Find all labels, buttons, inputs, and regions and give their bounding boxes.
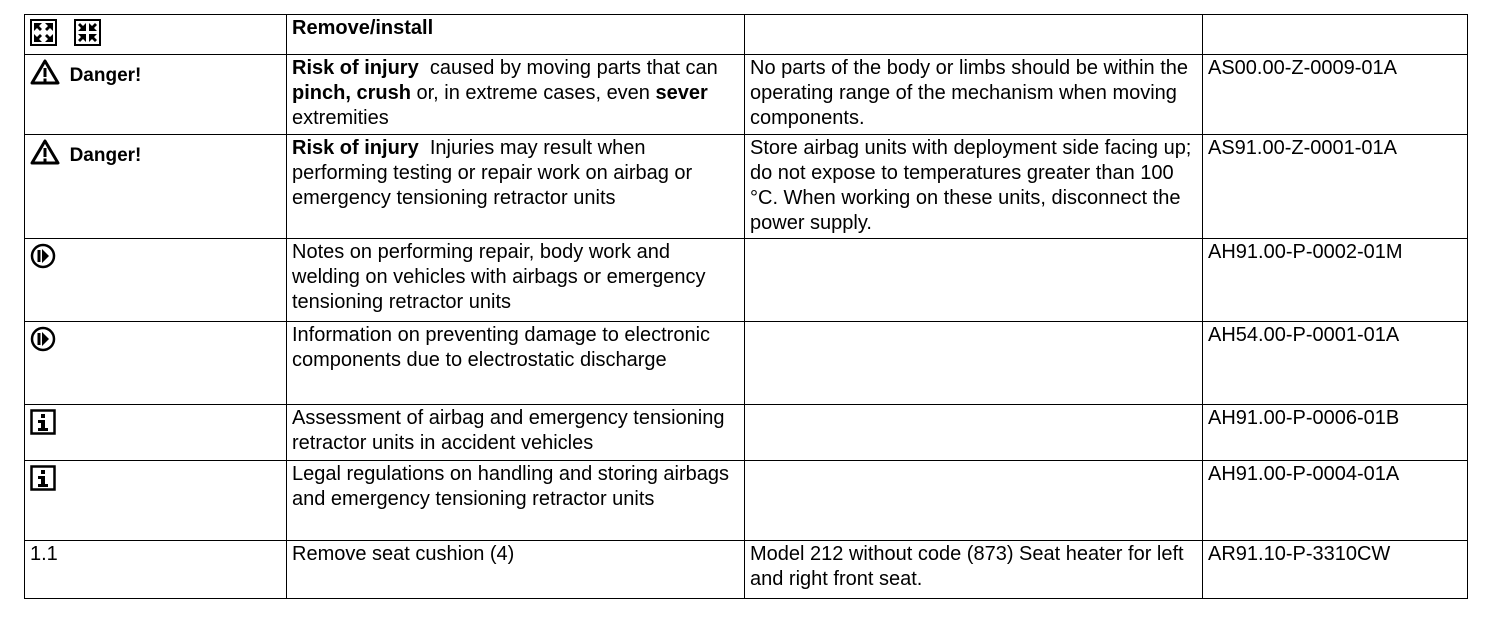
header-title-cell (287, 15, 745, 55)
description-cell (287, 55, 745, 135)
header-empty-cell (1203, 15, 1468, 55)
table-row (25, 135, 1468, 239)
table-row (25, 55, 1468, 135)
header-title: Remove/install (292, 17, 434, 39)
risk-text: caused by moving parts that can (429, 57, 718, 79)
description-cell: Assessment of airbag and emergency tensioning retractor units in accident vehicles (287, 405, 745, 461)
danger-label: Danger! (69, 145, 142, 166)
type-cell (25, 322, 287, 405)
procedure-table (24, 14, 1468, 599)
risk-lead: Risk of injury (292, 57, 419, 79)
install-icon (74, 19, 101, 53)
danger-label: Danger! (69, 65, 142, 86)
reference-cell: AH54.00-P-0001-01A (1203, 322, 1468, 405)
type-cell (25, 461, 287, 541)
risk-lead: Risk of injury (292, 137, 419, 159)
warning-triangle-icon (30, 59, 60, 92)
info-icon (30, 465, 56, 498)
remove-icon (30, 19, 57, 53)
table-row (25, 461, 1468, 541)
description-cell: Notes on performing repair, body work and welding on vehicles with airbags or emergency tensioning retractor units (287, 239, 745, 322)
risk-text: extremities (292, 107, 389, 129)
warning-triangle-icon (30, 139, 60, 172)
table-row (25, 322, 1468, 405)
reference-cell: AR91.10-P-3310CW (1203, 541, 1468, 599)
type-cell (25, 239, 287, 322)
reference-cell: AH91.00-P-0002-01M (1203, 239, 1468, 322)
description-cell: Remove seat cushion (4) (287, 541, 745, 599)
table-row (25, 405, 1468, 461)
risk-emphasis: pinch, (292, 82, 351, 104)
reference-cell: AS91.00-Z-0001-01A (1203, 135, 1468, 239)
remedy-cell: Store airbag units with deployment side facing up; do not expose to temperatures greater than 100 °C. When working on these units, disconnect the power supply. (745, 135, 1203, 239)
remedy-cell: No parts of the body or limbs should be within the operating range of the mechanism when moving components. (745, 55, 1203, 135)
header-row (25, 15, 1468, 55)
remedy-cell: Model 212 without code (873) Seat heater for left and right front seat. (745, 541, 1203, 599)
description-cell: Information on preventing damage to electronic components due to electrostatic discharge (287, 322, 745, 405)
notice-icon (30, 243, 56, 276)
table-row (25, 541, 1468, 599)
remedy-cell (745, 405, 1203, 461)
remedy-cell (745, 239, 1203, 322)
header-icons-cell (25, 15, 287, 55)
reference-cell: AS00.00-Z-0009-01A (1203, 55, 1468, 135)
notice-icon (30, 326, 56, 359)
description-cell (287, 135, 745, 239)
header-empty-cell (745, 15, 1203, 55)
info-icon (30, 409, 56, 442)
risk-text: or, in extreme cases, even (416, 82, 650, 104)
type-cell (25, 55, 287, 135)
risk-emphasis: crush (356, 82, 411, 104)
step-number-cell: 1.1 (25, 541, 287, 599)
risk-text: Injuries may result when performing testing or repair work on airbag or emergency tensioning retractor units (292, 137, 693, 209)
reference-cell: AH91.00-P-0006-01B (1203, 405, 1468, 461)
remedy-cell (745, 322, 1203, 405)
table-row (25, 239, 1468, 322)
type-cell (25, 405, 287, 461)
description-cell: Legal regulations on handling and storing airbags and emergency tensioning retractor units (287, 461, 745, 541)
type-cell (25, 135, 287, 239)
reference-cell: AH91.00-P-0004-01A (1203, 461, 1468, 541)
remedy-cell (745, 461, 1203, 541)
risk-emphasis: sever (655, 82, 708, 104)
